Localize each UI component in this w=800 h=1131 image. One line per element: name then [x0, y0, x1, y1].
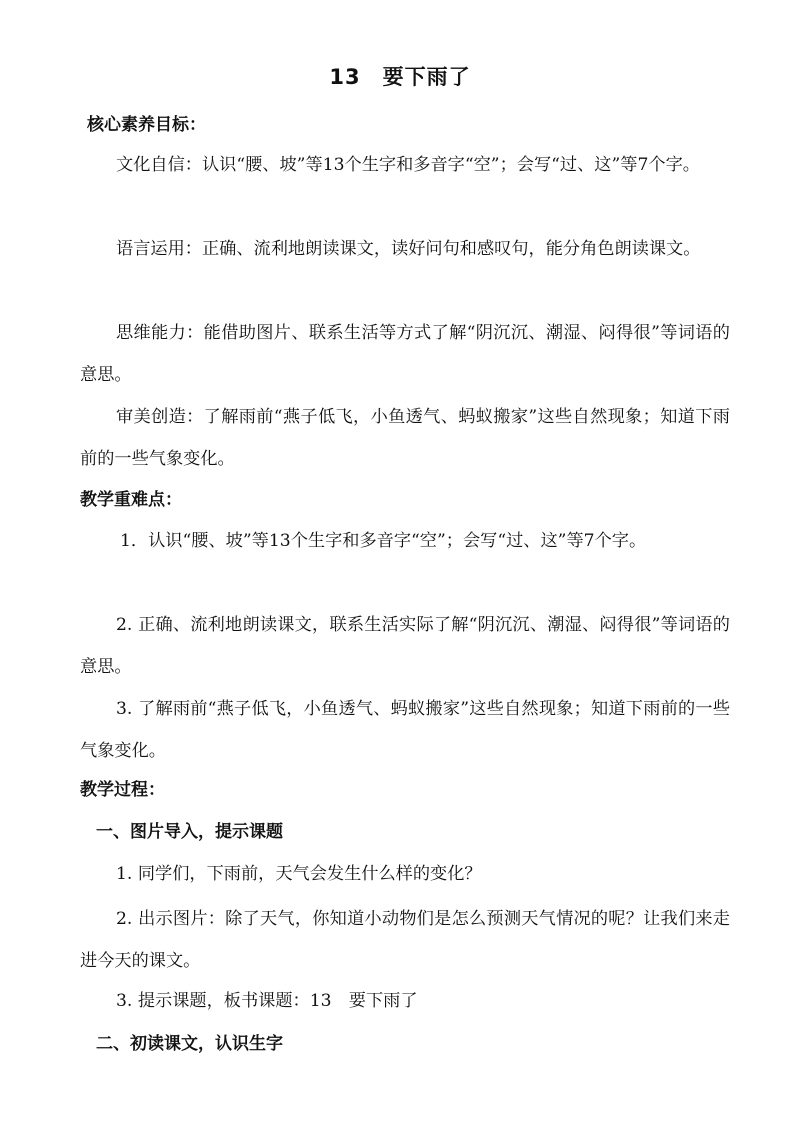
section-1-item-3: 3. 提示课题，板书课题：13 要下雨了 [116, 991, 418, 1011]
key-points-heading: 教学重难点： [80, 490, 182, 510]
page-title: 13 要下雨了 [329, 65, 471, 89]
process-heading: 教学过程： [80, 780, 165, 800]
core-goal-language: 语言运用：正确、流利地朗读课文，读好问句和感叹句，能分角色朗读课文。 [116, 239, 701, 259]
core-goal-culture: 文化自信：认识“腰、坡”等13个生字和多音字“空”；会写“过、这”等7个字。 [116, 155, 700, 175]
core-goals-heading: 核心素养目标： [87, 115, 206, 135]
key-point-1: 1．认识“腰、坡”等13个生字和多音字“空”；会写“过、这”等7个字。 [120, 531, 647, 551]
core-goal-aesthetic: 审美创造：了解雨前“燕子低飞，小鱼透气、蚂蚁搬家”这些自然现象；知道下雨前的一些气象变化。 [80, 407, 730, 469]
key-point-2: 2. 正确、流利地朗读课文，联系生活实际了解“阴沉沉、潮湿、闷得很”等词语的意思。 [80, 615, 730, 677]
core-goal-thinking: 思维能力：能借助图片、联系生活等方式了解“阴沉沉、潮湿、闷得很”等词语的意思。 [80, 323, 730, 385]
section-1-item-1: 1. 同学们，下雨前，天气会发生什么样的变化？ [116, 864, 482, 884]
section-2-heading: 二、初读课文，认识生字 [96, 1034, 283, 1054]
section-1-item-2: 2. 出示图片：除了天气，你知道小动物们是怎么预测天气情况的呢？让我们来走进今天的课文。 [80, 909, 730, 971]
key-point-3: 3. 了解雨前“燕子低飞，小鱼透气、蚂蚁搬家”这些自然现象；知道下雨前的一些气象变化。 [80, 699, 730, 761]
section-1-heading: 一、图片导入，提示课题 [96, 822, 283, 842]
